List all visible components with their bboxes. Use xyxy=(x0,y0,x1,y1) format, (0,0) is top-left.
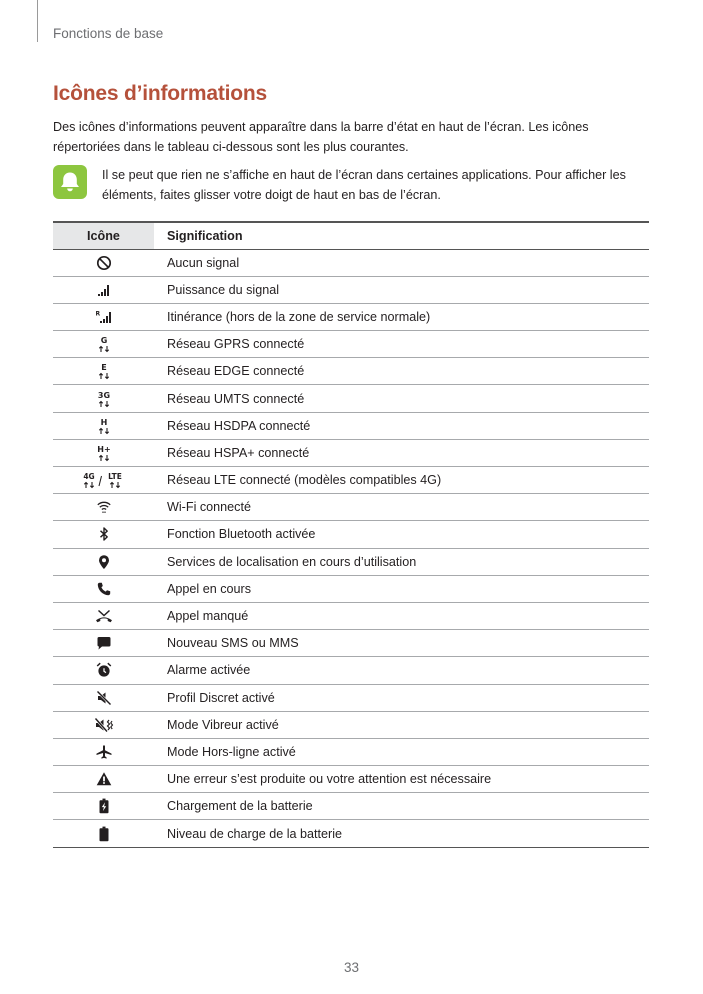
meaning-text: Niveau de charge de la batterie xyxy=(154,820,649,847)
svg-text:4G: 4G xyxy=(82,472,95,482)
battery-level-icon xyxy=(96,826,112,842)
table-row xyxy=(53,303,649,330)
table-row xyxy=(53,276,649,303)
note-text: Il se peut que rien ne s’affiche en haut de l’écran dans certaines applications. Pour afficher les éléments, faites glisser votre doigt de haut en bas de l’écran. xyxy=(102,168,626,202)
table-row xyxy=(53,412,649,439)
meaning-text: Réseau LTE connecté (modèles compatibles 4G) xyxy=(154,467,649,494)
margin-rule xyxy=(37,0,38,42)
battery-charging-icon xyxy=(96,798,112,814)
meaning-text: Mode Hors-ligne activé xyxy=(154,738,649,765)
svg-text:H: H xyxy=(100,417,107,427)
meaning-text: Réseau HSDPA connecté xyxy=(154,412,649,439)
section-header: Fonctions de base xyxy=(53,26,164,41)
edge-icon xyxy=(96,362,112,380)
call-icon xyxy=(96,581,112,597)
meaning-text: Réseau HSPA+ connecté xyxy=(154,439,649,466)
table-row xyxy=(53,494,649,521)
table-row xyxy=(53,738,649,765)
umts-icon xyxy=(95,390,113,408)
meaning-text: Puissance du signal xyxy=(154,276,649,303)
svg-text:3G: 3G xyxy=(97,390,110,400)
table-row xyxy=(53,439,649,466)
meaning-text: Aucun signal xyxy=(154,249,649,276)
alarm-icon xyxy=(96,662,112,678)
meaning-text: Nouveau SMS ou MMS xyxy=(154,630,649,657)
message-icon xyxy=(96,635,112,651)
table-row xyxy=(53,548,649,575)
table-row xyxy=(53,602,649,629)
meaning-text: Réseau GPRS connecté xyxy=(154,331,649,358)
table-row xyxy=(53,766,649,793)
missed-call-icon xyxy=(95,608,113,624)
status-icons-table xyxy=(53,221,649,848)
meaning-text: Wi-Fi connecté xyxy=(154,494,649,521)
airplane-icon xyxy=(95,744,113,760)
meaning-text: Appel en cours xyxy=(154,575,649,602)
svg-text:R: R xyxy=(95,310,100,318)
wifi-icon xyxy=(96,499,112,515)
meaning-text: Itinérance (hors de la zone de service normale) xyxy=(154,303,649,330)
table-row xyxy=(53,711,649,738)
table-row xyxy=(53,385,649,412)
svg-text:E: E xyxy=(100,363,107,373)
table-row xyxy=(53,358,649,385)
table-row xyxy=(53,657,649,684)
hsdpa-icon xyxy=(96,417,112,435)
meaning-text: Réseau EDGE connecté xyxy=(154,358,649,385)
meaning-text: Alarme activée xyxy=(154,657,649,684)
note-box xyxy=(53,165,651,205)
column-header-meaning: Signification xyxy=(154,222,649,249)
meaning-text: Mode Vibreur activé xyxy=(154,711,649,738)
lte-icon xyxy=(82,471,126,489)
table-row xyxy=(53,575,649,602)
gprs-icon xyxy=(96,335,112,353)
meaning-text: Chargement de la batterie xyxy=(154,793,649,820)
table-row xyxy=(53,684,649,711)
meaning-text: Réseau UMTS connecté xyxy=(154,385,649,412)
svg-text:LTE: LTE xyxy=(107,472,122,482)
meaning-text: Une erreur s’est produite ou votre attention est nécessaire xyxy=(154,766,649,793)
location-icon xyxy=(96,554,112,570)
signal-strength-icon xyxy=(96,282,112,298)
table-row xyxy=(53,249,649,276)
no-signal-icon xyxy=(96,255,112,271)
vibrate-icon xyxy=(94,717,114,733)
table-header-row xyxy=(53,222,649,249)
table-row xyxy=(53,467,649,494)
intro-paragraph: Des icônes d’informations peuvent apparaître dans la barre d’état en haut de l’écran. Les icônes répertoriées dans le tableau ci-dessous sont les plus courantes. xyxy=(53,120,589,154)
table-row xyxy=(53,820,649,847)
note-bell-icon xyxy=(53,165,87,199)
meaning-text: Fonction Bluetooth activée xyxy=(154,521,649,548)
hspa-plus-icon xyxy=(95,444,113,462)
page-number: 33 xyxy=(343,960,360,975)
table-row xyxy=(53,630,649,657)
column-header-icon: Icône xyxy=(53,222,154,249)
roaming-icon xyxy=(95,309,113,325)
table-row xyxy=(53,793,649,820)
meaning-text: Services de localisation en cours d’utilisation xyxy=(154,548,649,575)
warning-icon xyxy=(96,771,112,787)
meaning-text: Appel manqué xyxy=(154,602,649,629)
mute-icon xyxy=(96,690,112,706)
svg-text:H+: H+ xyxy=(96,444,111,454)
bluetooth-icon xyxy=(96,526,112,542)
meaning-text: Profil Discret activé xyxy=(154,684,649,711)
svg-text:G: G xyxy=(100,336,107,346)
page-title: Icônes d’informations xyxy=(53,82,267,105)
table-row xyxy=(53,521,649,548)
table-row xyxy=(53,331,649,358)
